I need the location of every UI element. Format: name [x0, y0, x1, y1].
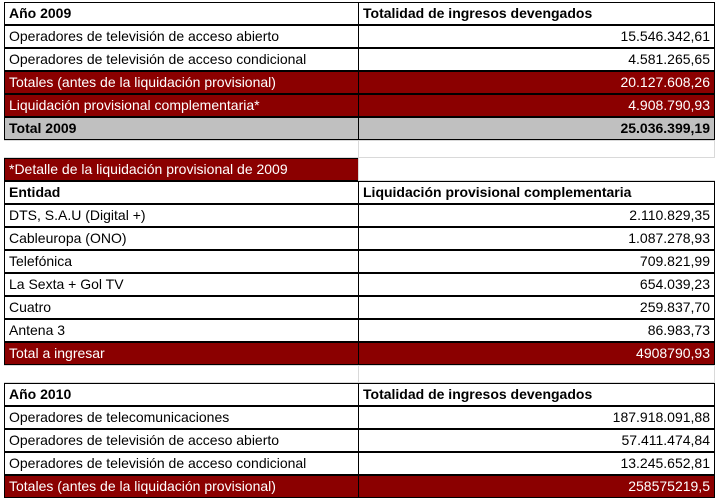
- row-label[interactable]: DTS, S.A.U (Digital +): [4, 204, 359, 227]
- row-value[interactable]: 86.983,73: [358, 319, 715, 342]
- empty-cell[interactable]: [4, 365, 359, 383]
- table-row: [4, 407, 716, 430]
- liquidacion-value[interactable]: 4.908.790,93: [358, 94, 715, 117]
- row-label[interactable]: La Sexta + Gol TV: [4, 273, 359, 296]
- row-value[interactable]: 1.087.278,93: [358, 227, 715, 250]
- row-label[interactable]: Cuatro: [4, 296, 359, 319]
- row-label[interactable]: Operadores de televisión de acceso condicional: [4, 48, 359, 71]
- blank-row: [4, 366, 716, 384]
- table-row: [4, 320, 716, 343]
- table-row: [4, 205, 716, 228]
- spreadsheet: [4, 3, 716, 499]
- table-2010-header: [4, 384, 716, 407]
- header-ingresos-2010[interactable]: Totalidad de ingresos devengados: [358, 383, 715, 406]
- row-value[interactable]: 654.039,23: [358, 273, 715, 296]
- total-2009-row: [4, 118, 716, 141]
- row-value[interactable]: 709.821,99: [358, 250, 715, 273]
- table-row: [4, 453, 716, 476]
- total-2009-label[interactable]: Total 2009: [4, 117, 359, 140]
- total-ingresar-label[interactable]: Total a ingresar: [4, 342, 359, 365]
- detalle-title-row: [4, 159, 716, 182]
- header-entidad[interactable]: Entidad: [4, 181, 359, 204]
- totales-2009-row: [4, 72, 716, 95]
- totales-2010-value[interactable]: 258575219,5: [358, 475, 715, 498]
- row-label[interactable]: Operadores de telecomunicaciones: [4, 406, 359, 429]
- table-row: [4, 228, 716, 251]
- row-label[interactable]: Operadores de televisión de acceso abierto: [4, 429, 359, 452]
- row-value[interactable]: 15.546.342,61: [358, 25, 715, 48]
- totales-2009-label[interactable]: Totales (antes de la liquidación provisional): [4, 71, 359, 94]
- totales-2010-label[interactable]: Totales (antes de la liquidación provisional): [4, 475, 359, 498]
- blank-row: [4, 141, 716, 159]
- row-label[interactable]: Operadores de televisión de acceso abierto: [4, 25, 359, 48]
- empty-cell[interactable]: [358, 140, 715, 158]
- total-ingresar-row: [4, 343, 716, 366]
- empty-cell[interactable]: [4, 140, 359, 158]
- header-ingresos-2009[interactable]: Totalidad de ingresos devengados: [358, 2, 715, 25]
- detalle-header: [4, 182, 716, 205]
- row-value[interactable]: 259.837,70: [358, 296, 715, 319]
- row-value[interactable]: 2.110.829,35: [358, 204, 715, 227]
- table-row: [4, 430, 716, 453]
- row-label[interactable]: Cableuropa (ONO): [4, 227, 359, 250]
- empty-cell[interactable]: [358, 158, 715, 181]
- row-value[interactable]: 187.918.091,88: [358, 406, 715, 429]
- table-row: [4, 297, 716, 320]
- liquidacion-label[interactable]: Liquidación provisional complementaria*: [4, 94, 359, 117]
- row-label[interactable]: Operadores de televisión de acceso condicional: [4, 452, 359, 475]
- header-liquidacion[interactable]: Liquidación provisional complementaria: [358, 181, 715, 204]
- header-year-2010[interactable]: Año 2010: [4, 383, 359, 406]
- total-ingresar-value[interactable]: 4908790,93: [358, 342, 715, 365]
- table-row: [4, 251, 716, 274]
- row-value[interactable]: 13.245.652,81: [358, 452, 715, 475]
- table-2009-header: [4, 3, 716, 26]
- table-row: [4, 49, 716, 72]
- liquidacion-row: [4, 95, 716, 118]
- totales-2009-value[interactable]: 20.127.608,26: [358, 71, 715, 94]
- row-label[interactable]: Antena 3: [4, 319, 359, 342]
- detalle-title[interactable]: *Detalle de la liquidación provisional de 2009: [4, 158, 359, 181]
- header-year-2009[interactable]: Año 2009: [4, 2, 359, 25]
- table-row: [4, 274, 716, 297]
- empty-cell[interactable]: [358, 365, 715, 383]
- total-2009-value[interactable]: 25.036.399,19: [358, 117, 715, 140]
- row-label[interactable]: Telefónica: [4, 250, 359, 273]
- row-value[interactable]: 4.581.265,65: [358, 48, 715, 71]
- table-row: [4, 26, 716, 49]
- row-value[interactable]: 57.411.474,84: [358, 429, 715, 452]
